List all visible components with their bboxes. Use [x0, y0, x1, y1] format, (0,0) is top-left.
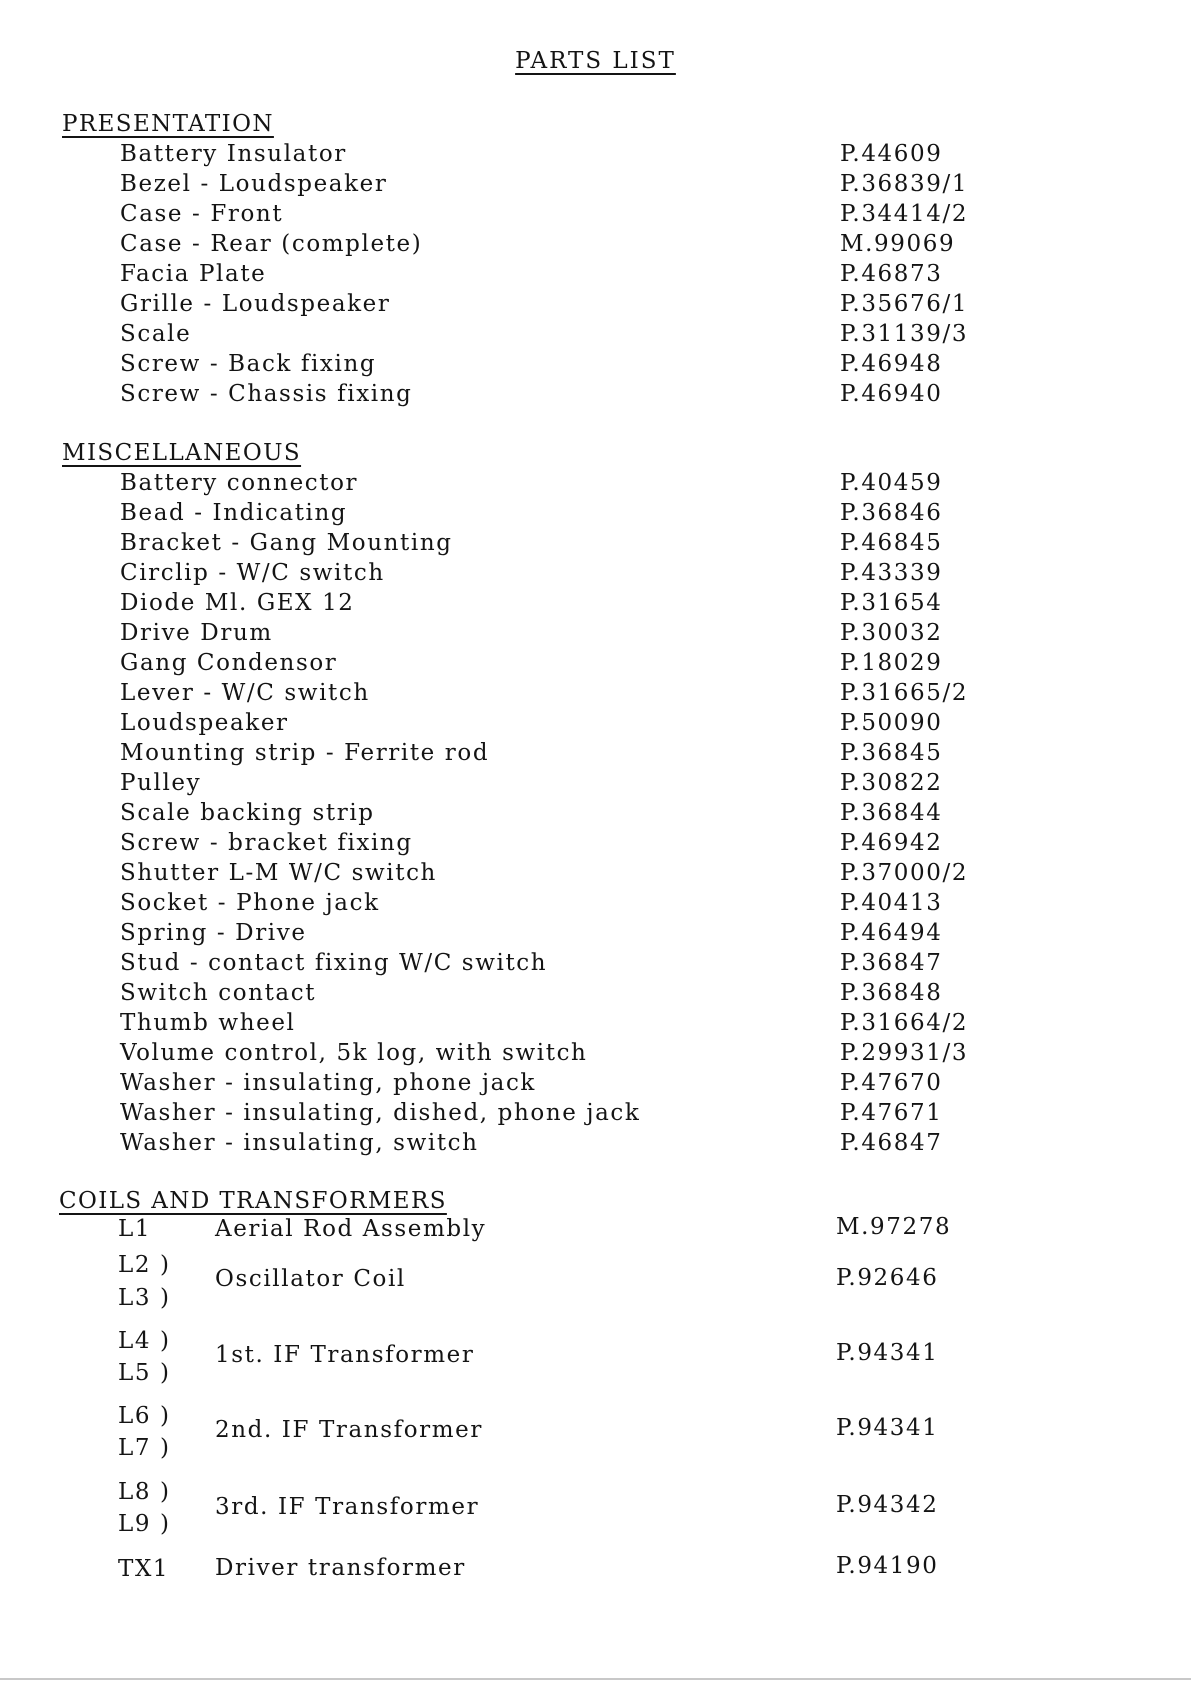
part-number: P.36844 — [840, 800, 943, 826]
part-name: Scale backing strip — [120, 800, 375, 826]
part-number: P.94341 — [836, 1415, 939, 1441]
parts-row — [0, 171, 1191, 201]
part-number: P.36839/1 — [840, 171, 969, 197]
parts-row — [0, 470, 1191, 500]
part-name: Bead - Indicating — [120, 500, 348, 526]
part-name: Battery Insulator — [120, 141, 347, 167]
part-number: P.47670 — [840, 1070, 943, 1096]
part-number: P.34414/2 — [840, 201, 969, 227]
part-number: P.31654 — [840, 590, 943, 616]
part-name: Scale — [120, 321, 192, 347]
coil-description: Aerial Rod Assembly — [215, 1216, 487, 1242]
part-number: P.94190 — [836, 1553, 939, 1579]
parts-row — [0, 1130, 1191, 1160]
part-name: Battery connector — [120, 470, 359, 496]
part-number: P.46847 — [840, 1130, 943, 1156]
parts-row — [0, 860, 1191, 890]
part-name: Washer - insulating, phone jack — [120, 1070, 536, 1096]
parts-row — [0, 950, 1191, 980]
part-number: M.99069 — [840, 231, 956, 257]
parts-row — [0, 980, 1191, 1010]
part-name: Lever - W/C switch — [120, 680, 370, 706]
part-number: P.31139/3 — [840, 321, 969, 347]
section-heading-miscellaneous: MISCELLANEOUS — [62, 440, 302, 466]
part-name: Facia Plate — [120, 261, 267, 287]
parts-row — [0, 680, 1191, 710]
parts-row — [0, 740, 1191, 770]
coil-ref: L3 ) — [118, 1285, 171, 1311]
parts-row — [0, 560, 1191, 590]
part-name: Screw - Chassis fixing — [120, 381, 413, 407]
part-number: P.46873 — [840, 261, 943, 287]
part-name: Gang Condensor — [120, 650, 338, 676]
part-number: P.36846 — [840, 500, 943, 526]
coil-description: 1st. IF Transformer — [215, 1342, 475, 1368]
part-number: P.40459 — [840, 470, 943, 496]
part-name: Pulley — [120, 770, 202, 796]
part-number: P.50090 — [840, 710, 943, 736]
part-name: Grille - Loudspeaker — [120, 291, 391, 317]
part-name: Loudspeaker — [120, 710, 289, 736]
section-heading-presentation: PRESENTATION — [62, 111, 274, 137]
part-number: P.40413 — [840, 890, 943, 916]
part-name: Volume control, 5k log, with switch — [120, 1040, 588, 1066]
parts-row — [0, 1040, 1191, 1070]
part-number: P.36848 — [840, 980, 943, 1006]
part-number: P.29931/3 — [840, 1040, 969, 1066]
part-name: Socket - Phone jack — [120, 890, 380, 916]
part-number: P.94341 — [836, 1340, 939, 1366]
coil-ref: L6 ) — [118, 1403, 171, 1429]
part-number: P.36847 — [840, 950, 943, 976]
parts-row — [0, 321, 1191, 351]
part-number: P.46494 — [840, 920, 943, 946]
parts-row — [0, 261, 1191, 291]
coil-ref: L4 ) — [118, 1328, 171, 1354]
part-name: Bracket - Gang Mounting — [120, 530, 453, 556]
part-name: Screw - bracket fixing — [120, 830, 413, 856]
part-number: P.43339 — [840, 560, 943, 586]
parts-row — [0, 201, 1191, 231]
parts-row — [0, 590, 1191, 620]
part-name: Washer - insulating, switch — [120, 1130, 479, 1156]
part-name: Spring - Drive — [120, 920, 307, 946]
parts-row — [0, 800, 1191, 830]
part-number: P.30822 — [840, 770, 943, 796]
parts-row — [0, 530, 1191, 560]
parts-row — [0, 1070, 1191, 1100]
parts-row — [0, 231, 1191, 261]
page-bottom-edge — [0, 1678, 1191, 1680]
part-name: Bezel - Loudspeaker — [120, 171, 388, 197]
part-number: P.94342 — [836, 1492, 939, 1518]
part-number: P.46942 — [840, 830, 943, 856]
part-name: Thumb wheel — [120, 1010, 296, 1036]
part-name: Switch contact — [120, 980, 317, 1006]
parts-row — [0, 890, 1191, 920]
part-number: P.35676/1 — [840, 291, 969, 317]
coil-ref: TX1 — [118, 1556, 170, 1582]
part-number: P.92646 — [836, 1265, 939, 1291]
coil-ref: L7 ) — [118, 1435, 171, 1461]
part-number: P.44609 — [840, 141, 943, 167]
coil-description: Driver transformer — [215, 1555, 466, 1581]
part-name: Circlip - W/C switch — [120, 560, 385, 586]
part-name: Case - Rear (complete) — [120, 231, 423, 257]
parts-row — [0, 500, 1191, 530]
parts-row — [0, 920, 1191, 950]
parts-row — [0, 710, 1191, 740]
part-number: P.37000/2 — [840, 860, 969, 886]
coil-ref: L1 — [118, 1216, 152, 1242]
parts-row — [0, 650, 1191, 680]
part-name: Screw - Back fixing — [120, 351, 377, 377]
parts-row — [0, 770, 1191, 800]
part-number: P.36845 — [840, 740, 943, 766]
parts-row — [0, 351, 1191, 381]
coil-ref: L8 ) — [118, 1479, 171, 1505]
parts-row — [0, 1100, 1191, 1130]
part-number: P.46948 — [840, 351, 943, 377]
part-number: P.31664/2 — [840, 1010, 969, 1036]
coil-description: 2nd. IF Transformer — [215, 1417, 483, 1443]
part-name: Mounting strip - Ferrite rod — [120, 740, 490, 766]
coil-ref: L9 ) — [118, 1511, 171, 1537]
coil-description: Oscillator Coil — [215, 1266, 406, 1292]
part-number: P.46845 — [840, 530, 943, 556]
coil-description: 3rd. IF Transformer — [215, 1494, 480, 1520]
part-number: P.47671 — [840, 1100, 943, 1126]
part-number: P.30032 — [840, 620, 943, 646]
part-name: Diode Ml. GEX 12 — [120, 590, 355, 616]
part-number: P.31665/2 — [840, 680, 969, 706]
parts-row — [0, 141, 1191, 171]
parts-row — [0, 830, 1191, 860]
part-name: Washer - insulating, dished, phone jack — [120, 1100, 641, 1126]
parts-row — [0, 381, 1191, 411]
part-name: Case - Front — [120, 201, 284, 227]
coil-ref: L5 ) — [118, 1360, 171, 1386]
part-number: P.46940 — [840, 381, 943, 407]
part-name: Shutter L-M W/C switch — [120, 860, 437, 886]
part-number: M.97278 — [836, 1214, 952, 1240]
part-name: Drive Drum — [120, 620, 273, 646]
page-title: PARTS LIST — [515, 48, 676, 74]
coil-ref: L2 ) — [118, 1252, 171, 1278]
parts-row — [0, 620, 1191, 650]
parts-row — [0, 291, 1191, 321]
part-number: P.18029 — [840, 650, 943, 676]
parts-row — [0, 1010, 1191, 1040]
part-name: Stud - contact fixing W/C switch — [120, 950, 548, 976]
section-heading-coils-and-transformers: COILS AND TRANSFORMERS — [59, 1188, 447, 1214]
